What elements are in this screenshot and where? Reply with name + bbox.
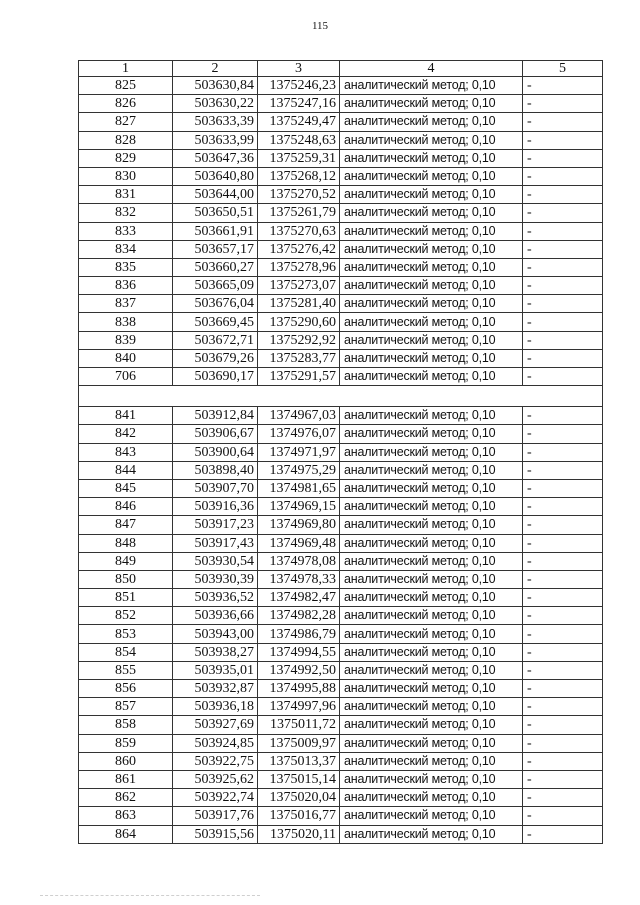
coord-y-cell: 1375290,60: [258, 313, 340, 331]
method-accuracy-cell: аналитический метод; 0,10: [340, 131, 523, 149]
coord-x-cell: 503907,70: [173, 479, 258, 497]
point-number-cell: 836: [79, 277, 173, 295]
coord-x-cell: 503938,27: [173, 643, 258, 661]
coord-y-cell: 1374971,97: [258, 443, 340, 461]
coord-x-cell: 503932,87: [173, 680, 258, 698]
coord-y-cell: 1374976,07: [258, 425, 340, 443]
table-row: [79, 825, 603, 843]
coord-x-cell: 503915,56: [173, 825, 258, 843]
note-cell: -: [523, 589, 603, 607]
point-number-cell: 838: [79, 313, 173, 331]
coord-x-cell: 503661,91: [173, 222, 258, 240]
point-number-cell: 853: [79, 625, 173, 643]
point-number-cell: 854: [79, 643, 173, 661]
method-accuracy-cell: аналитический метод; 0,10: [340, 113, 523, 131]
table-row: [79, 498, 603, 516]
coord-x-cell: 503657,17: [173, 240, 258, 258]
coord-y-cell: 1374969,48: [258, 534, 340, 552]
coord-x-cell: 503906,67: [173, 425, 258, 443]
method-accuracy-cell: аналитический метод; 0,10: [340, 443, 523, 461]
coord-y-cell: 1374978,33: [258, 570, 340, 588]
table-row: [79, 425, 603, 443]
point-number-cell: 848: [79, 534, 173, 552]
footer-divider: [40, 895, 260, 899]
point-number-cell: 846: [79, 498, 173, 516]
note-cell: -: [523, 825, 603, 843]
method-accuracy-cell: аналитический метод; 0,10: [340, 240, 523, 258]
coord-x-cell: 503660,27: [173, 258, 258, 276]
note-cell: -: [523, 643, 603, 661]
table-row: [79, 295, 603, 313]
coord-y-cell: 1375015,14: [258, 770, 340, 788]
method-accuracy-cell: аналитический метод; 0,10: [340, 407, 523, 425]
coord-x-cell: 503922,75: [173, 752, 258, 770]
point-number-cell: 832: [79, 204, 173, 222]
coord-x-cell: 503916,36: [173, 498, 258, 516]
table-row: [79, 131, 603, 149]
method-accuracy-cell: аналитический метод; 0,10: [340, 789, 523, 807]
table-row: [79, 461, 603, 479]
point-number-cell: 706: [79, 368, 173, 386]
note-cell: -: [523, 167, 603, 185]
note-cell: -: [523, 95, 603, 113]
header-col-1: 1: [79, 61, 173, 77]
coord-x-cell: 503936,66: [173, 607, 258, 625]
coord-x-cell: 503640,80: [173, 167, 258, 185]
coord-y-cell: 1374982,47: [258, 589, 340, 607]
note-cell: -: [523, 498, 603, 516]
table-row: [79, 368, 603, 386]
coord-y-cell: 1375011,72: [258, 716, 340, 734]
coord-x-cell: 503917,23: [173, 516, 258, 534]
note-cell: -: [523, 368, 603, 386]
point-number-cell: 825: [79, 77, 173, 95]
method-accuracy-cell: аналитический метод; 0,10: [340, 716, 523, 734]
coord-y-cell: 1375016,77: [258, 807, 340, 825]
note-cell: -: [523, 222, 603, 240]
point-number-cell: 837: [79, 295, 173, 313]
method-accuracy-cell: аналитический метод; 0,10: [340, 167, 523, 185]
method-accuracy-cell: аналитический метод; 0,10: [340, 807, 523, 825]
coord-x-cell: 503900,64: [173, 443, 258, 461]
coord-x-cell: 503898,40: [173, 461, 258, 479]
coord-y-cell: 1374995,88: [258, 680, 340, 698]
coord-y-cell: 1374975,29: [258, 461, 340, 479]
coord-y-cell: 1374994,55: [258, 643, 340, 661]
coord-y-cell: 1375247,16: [258, 95, 340, 113]
coord-y-cell: 1375261,79: [258, 204, 340, 222]
table-row: [79, 222, 603, 240]
point-number-cell: 835: [79, 258, 173, 276]
method-accuracy-cell: аналитический метод; 0,10: [340, 643, 523, 661]
point-number-cell: 826: [79, 95, 173, 113]
table-row: [79, 752, 603, 770]
method-accuracy-cell: аналитический метод; 0,10: [340, 589, 523, 607]
note-cell: -: [523, 186, 603, 204]
table-row: [79, 258, 603, 276]
separator-cell: [79, 386, 603, 407]
method-accuracy-cell: аналитический метод; 0,10: [340, 186, 523, 204]
table-row: [79, 313, 603, 331]
table-row: [79, 407, 603, 425]
coord-x-cell: 503650,51: [173, 204, 258, 222]
coord-x-cell: 503936,52: [173, 589, 258, 607]
separator-row: [79, 386, 603, 407]
method-accuracy-cell: аналитический метод; 0,10: [340, 349, 523, 367]
point-number-cell: 864: [79, 825, 173, 843]
coord-x-cell: 503917,43: [173, 534, 258, 552]
table-row: [79, 77, 603, 95]
coord-x-cell: 503927,69: [173, 716, 258, 734]
note-cell: -: [523, 461, 603, 479]
table-row: [79, 607, 603, 625]
point-number-cell: 849: [79, 552, 173, 570]
point-number-cell: 863: [79, 807, 173, 825]
note-cell: -: [523, 716, 603, 734]
method-accuracy-cell: аналитический метод; 0,10: [340, 498, 523, 516]
method-accuracy-cell: аналитический метод; 0,10: [340, 698, 523, 716]
coord-x-cell: 503644,00: [173, 186, 258, 204]
coord-y-cell: 1375278,96: [258, 258, 340, 276]
coord-x-cell: 503676,04: [173, 295, 258, 313]
point-number-cell: 843: [79, 443, 173, 461]
coord-y-cell: 1374986,79: [258, 625, 340, 643]
coordinates-table: [78, 60, 603, 844]
table-row: [79, 186, 603, 204]
table-row: [79, 113, 603, 131]
method-accuracy-cell: аналитический метод; 0,10: [340, 734, 523, 752]
coord-x-cell: 503633,99: [173, 131, 258, 149]
note-cell: -: [523, 149, 603, 167]
note-cell: -: [523, 680, 603, 698]
method-accuracy-cell: аналитический метод; 0,10: [340, 425, 523, 443]
table-row: [79, 807, 603, 825]
coord-y-cell: 1374978,08: [258, 552, 340, 570]
point-number-cell: 841: [79, 407, 173, 425]
coord-y-cell: 1375246,23: [258, 77, 340, 95]
note-cell: -: [523, 240, 603, 258]
note-cell: -: [523, 295, 603, 313]
point-number-cell: 856: [79, 680, 173, 698]
table-row: [79, 570, 603, 588]
note-cell: -: [523, 552, 603, 570]
point-number-cell: 857: [79, 698, 173, 716]
table-row: [79, 680, 603, 698]
point-number-cell: 861: [79, 770, 173, 788]
coord-x-cell: 503930,39: [173, 570, 258, 588]
note-cell: -: [523, 258, 603, 276]
coord-x-cell: 503669,45: [173, 313, 258, 331]
table-body: [79, 77, 603, 844]
coord-x-cell: 503633,39: [173, 113, 258, 131]
table-row: [79, 516, 603, 534]
coord-y-cell: 1375020,11: [258, 825, 340, 843]
table-row: [79, 789, 603, 807]
coord-y-cell: 1375270,63: [258, 222, 340, 240]
coord-x-cell: 503690,17: [173, 368, 258, 386]
point-number-cell: 859: [79, 734, 173, 752]
note-cell: -: [523, 734, 603, 752]
note-cell: -: [523, 625, 603, 643]
page-number: 115: [311, 20, 329, 32]
method-accuracy-cell: аналитический метод; 0,10: [340, 825, 523, 843]
coord-y-cell: 1375276,42: [258, 240, 340, 258]
method-accuracy-cell: аналитический метод; 0,10: [340, 295, 523, 313]
table-row: [79, 240, 603, 258]
note-cell: -: [523, 807, 603, 825]
method-accuracy-cell: аналитический метод; 0,10: [340, 770, 523, 788]
note-cell: -: [523, 698, 603, 716]
note-cell: -: [523, 770, 603, 788]
coord-y-cell: 1374982,28: [258, 607, 340, 625]
method-accuracy-cell: аналитический метод; 0,10: [340, 368, 523, 386]
method-accuracy-cell: аналитический метод; 0,10: [340, 222, 523, 240]
point-number-cell: 862: [79, 789, 173, 807]
coord-y-cell: 1375009,97: [258, 734, 340, 752]
coord-y-cell: 1374992,50: [258, 661, 340, 679]
point-number-cell: 860: [79, 752, 173, 770]
table-row: [79, 479, 603, 497]
note-cell: -: [523, 607, 603, 625]
point-number-cell: 827: [79, 113, 173, 131]
table-row: [79, 770, 603, 788]
coord-x-cell: 503630,22: [173, 95, 258, 113]
note-cell: -: [523, 313, 603, 331]
note-cell: -: [523, 516, 603, 534]
table-row: [79, 534, 603, 552]
table-row: [79, 277, 603, 295]
note-cell: -: [523, 113, 603, 131]
note-cell: -: [523, 131, 603, 149]
table-row: [79, 149, 603, 167]
coord-x-cell: 503630,84: [173, 77, 258, 95]
note-cell: -: [523, 479, 603, 497]
coord-y-cell: 1374969,15: [258, 498, 340, 516]
coord-y-cell: 1375268,12: [258, 167, 340, 185]
header-col-3: 3: [258, 61, 340, 77]
point-number-cell: 839: [79, 331, 173, 349]
point-number-cell: 840: [79, 349, 173, 367]
coord-x-cell: 503912,84: [173, 407, 258, 425]
note-cell: -: [523, 534, 603, 552]
coord-x-cell: 503647,36: [173, 149, 258, 167]
method-accuracy-cell: аналитический метод; 0,10: [340, 607, 523, 625]
note-cell: -: [523, 661, 603, 679]
coord-y-cell: 1375248,63: [258, 131, 340, 149]
method-accuracy-cell: аналитический метод; 0,10: [340, 313, 523, 331]
method-accuracy-cell: аналитический метод; 0,10: [340, 552, 523, 570]
note-cell: -: [523, 407, 603, 425]
table-row: [79, 661, 603, 679]
method-accuracy-cell: аналитический метод; 0,10: [340, 204, 523, 222]
header-row: [79, 61, 603, 77]
note-cell: -: [523, 349, 603, 367]
note-cell: -: [523, 204, 603, 222]
coord-y-cell: 1375291,57: [258, 368, 340, 386]
coord-x-cell: 503679,26: [173, 349, 258, 367]
method-accuracy-cell: аналитический метод; 0,10: [340, 680, 523, 698]
method-accuracy-cell: аналитический метод; 0,10: [340, 149, 523, 167]
coord-y-cell: 1375259,31: [258, 149, 340, 167]
point-number-cell: 830: [79, 167, 173, 185]
method-accuracy-cell: аналитический метод; 0,10: [340, 625, 523, 643]
coord-y-cell: 1375283,77: [258, 349, 340, 367]
note-cell: -: [523, 443, 603, 461]
table-row: [79, 716, 603, 734]
coord-y-cell: 1375292,92: [258, 331, 340, 349]
coord-y-cell: 1375281,40: [258, 295, 340, 313]
point-number-cell: 850: [79, 570, 173, 588]
table-row: [79, 443, 603, 461]
note-cell: -: [523, 331, 603, 349]
coord-x-cell: 503936,18: [173, 698, 258, 716]
note-cell: -: [523, 77, 603, 95]
coord-y-cell: 1374981,65: [258, 479, 340, 497]
coord-x-cell: 503943,00: [173, 625, 258, 643]
point-number-cell: 855: [79, 661, 173, 679]
coord-y-cell: 1374967,03: [258, 407, 340, 425]
coord-x-cell: 503665,09: [173, 277, 258, 295]
method-accuracy-cell: аналитический метод; 0,10: [340, 752, 523, 770]
method-accuracy-cell: аналитический метод; 0,10: [340, 534, 523, 552]
table-row: [79, 625, 603, 643]
table-row: [79, 734, 603, 752]
note-cell: -: [523, 277, 603, 295]
method-accuracy-cell: аналитический метод; 0,10: [340, 661, 523, 679]
coord-x-cell: 503924,85: [173, 734, 258, 752]
coord-y-cell: 1375013,37: [258, 752, 340, 770]
table-row: [79, 589, 603, 607]
coord-x-cell: 503922,74: [173, 789, 258, 807]
point-number-cell: 831: [79, 186, 173, 204]
method-accuracy-cell: аналитический метод; 0,10: [340, 479, 523, 497]
coord-y-cell: 1375020,04: [258, 789, 340, 807]
method-accuracy-cell: аналитический метод; 0,10: [340, 77, 523, 95]
header-col-5: 5: [523, 61, 603, 77]
point-number-cell: 858: [79, 716, 173, 734]
point-number-cell: 845: [79, 479, 173, 497]
method-accuracy-cell: аналитический метод; 0,10: [340, 461, 523, 479]
table-row: [79, 552, 603, 570]
point-number-cell: 834: [79, 240, 173, 258]
point-number-cell: 851: [79, 589, 173, 607]
method-accuracy-cell: аналитический метод; 0,10: [340, 516, 523, 534]
point-number-cell: 842: [79, 425, 173, 443]
point-number-cell: 852: [79, 607, 173, 625]
method-accuracy-cell: аналитический метод; 0,10: [340, 570, 523, 588]
table-row: [79, 349, 603, 367]
table-row: [79, 204, 603, 222]
table-row: [79, 95, 603, 113]
table-row: [79, 643, 603, 661]
coord-x-cell: 503930,54: [173, 552, 258, 570]
coord-y-cell: 1375270,52: [258, 186, 340, 204]
table-row: [79, 167, 603, 185]
point-number-cell: 829: [79, 149, 173, 167]
coord-x-cell: 503925,62: [173, 770, 258, 788]
note-cell: -: [523, 752, 603, 770]
note-cell: -: [523, 570, 603, 588]
header-col-2: 2: [173, 61, 258, 77]
table-row: [79, 698, 603, 716]
coord-y-cell: 1374969,80: [258, 516, 340, 534]
note-cell: -: [523, 789, 603, 807]
point-number-cell: 828: [79, 131, 173, 149]
coord-y-cell: 1374997,96: [258, 698, 340, 716]
coord-x-cell: 503672,71: [173, 331, 258, 349]
header-col-4: 4: [340, 61, 523, 77]
coord-x-cell: 503917,76: [173, 807, 258, 825]
method-accuracy-cell: аналитический метод; 0,10: [340, 277, 523, 295]
point-number-cell: 833: [79, 222, 173, 240]
note-cell: -: [523, 425, 603, 443]
table-row: [79, 331, 603, 349]
point-number-cell: 847: [79, 516, 173, 534]
method-accuracy-cell: аналитический метод; 0,10: [340, 95, 523, 113]
coord-y-cell: 1375249,47: [258, 113, 340, 131]
coord-x-cell: 503935,01: [173, 661, 258, 679]
point-number-cell: 844: [79, 461, 173, 479]
coord-y-cell: 1375273,07: [258, 277, 340, 295]
method-accuracy-cell: аналитический метод; 0,10: [340, 331, 523, 349]
method-accuracy-cell: аналитический метод; 0,10: [340, 258, 523, 276]
